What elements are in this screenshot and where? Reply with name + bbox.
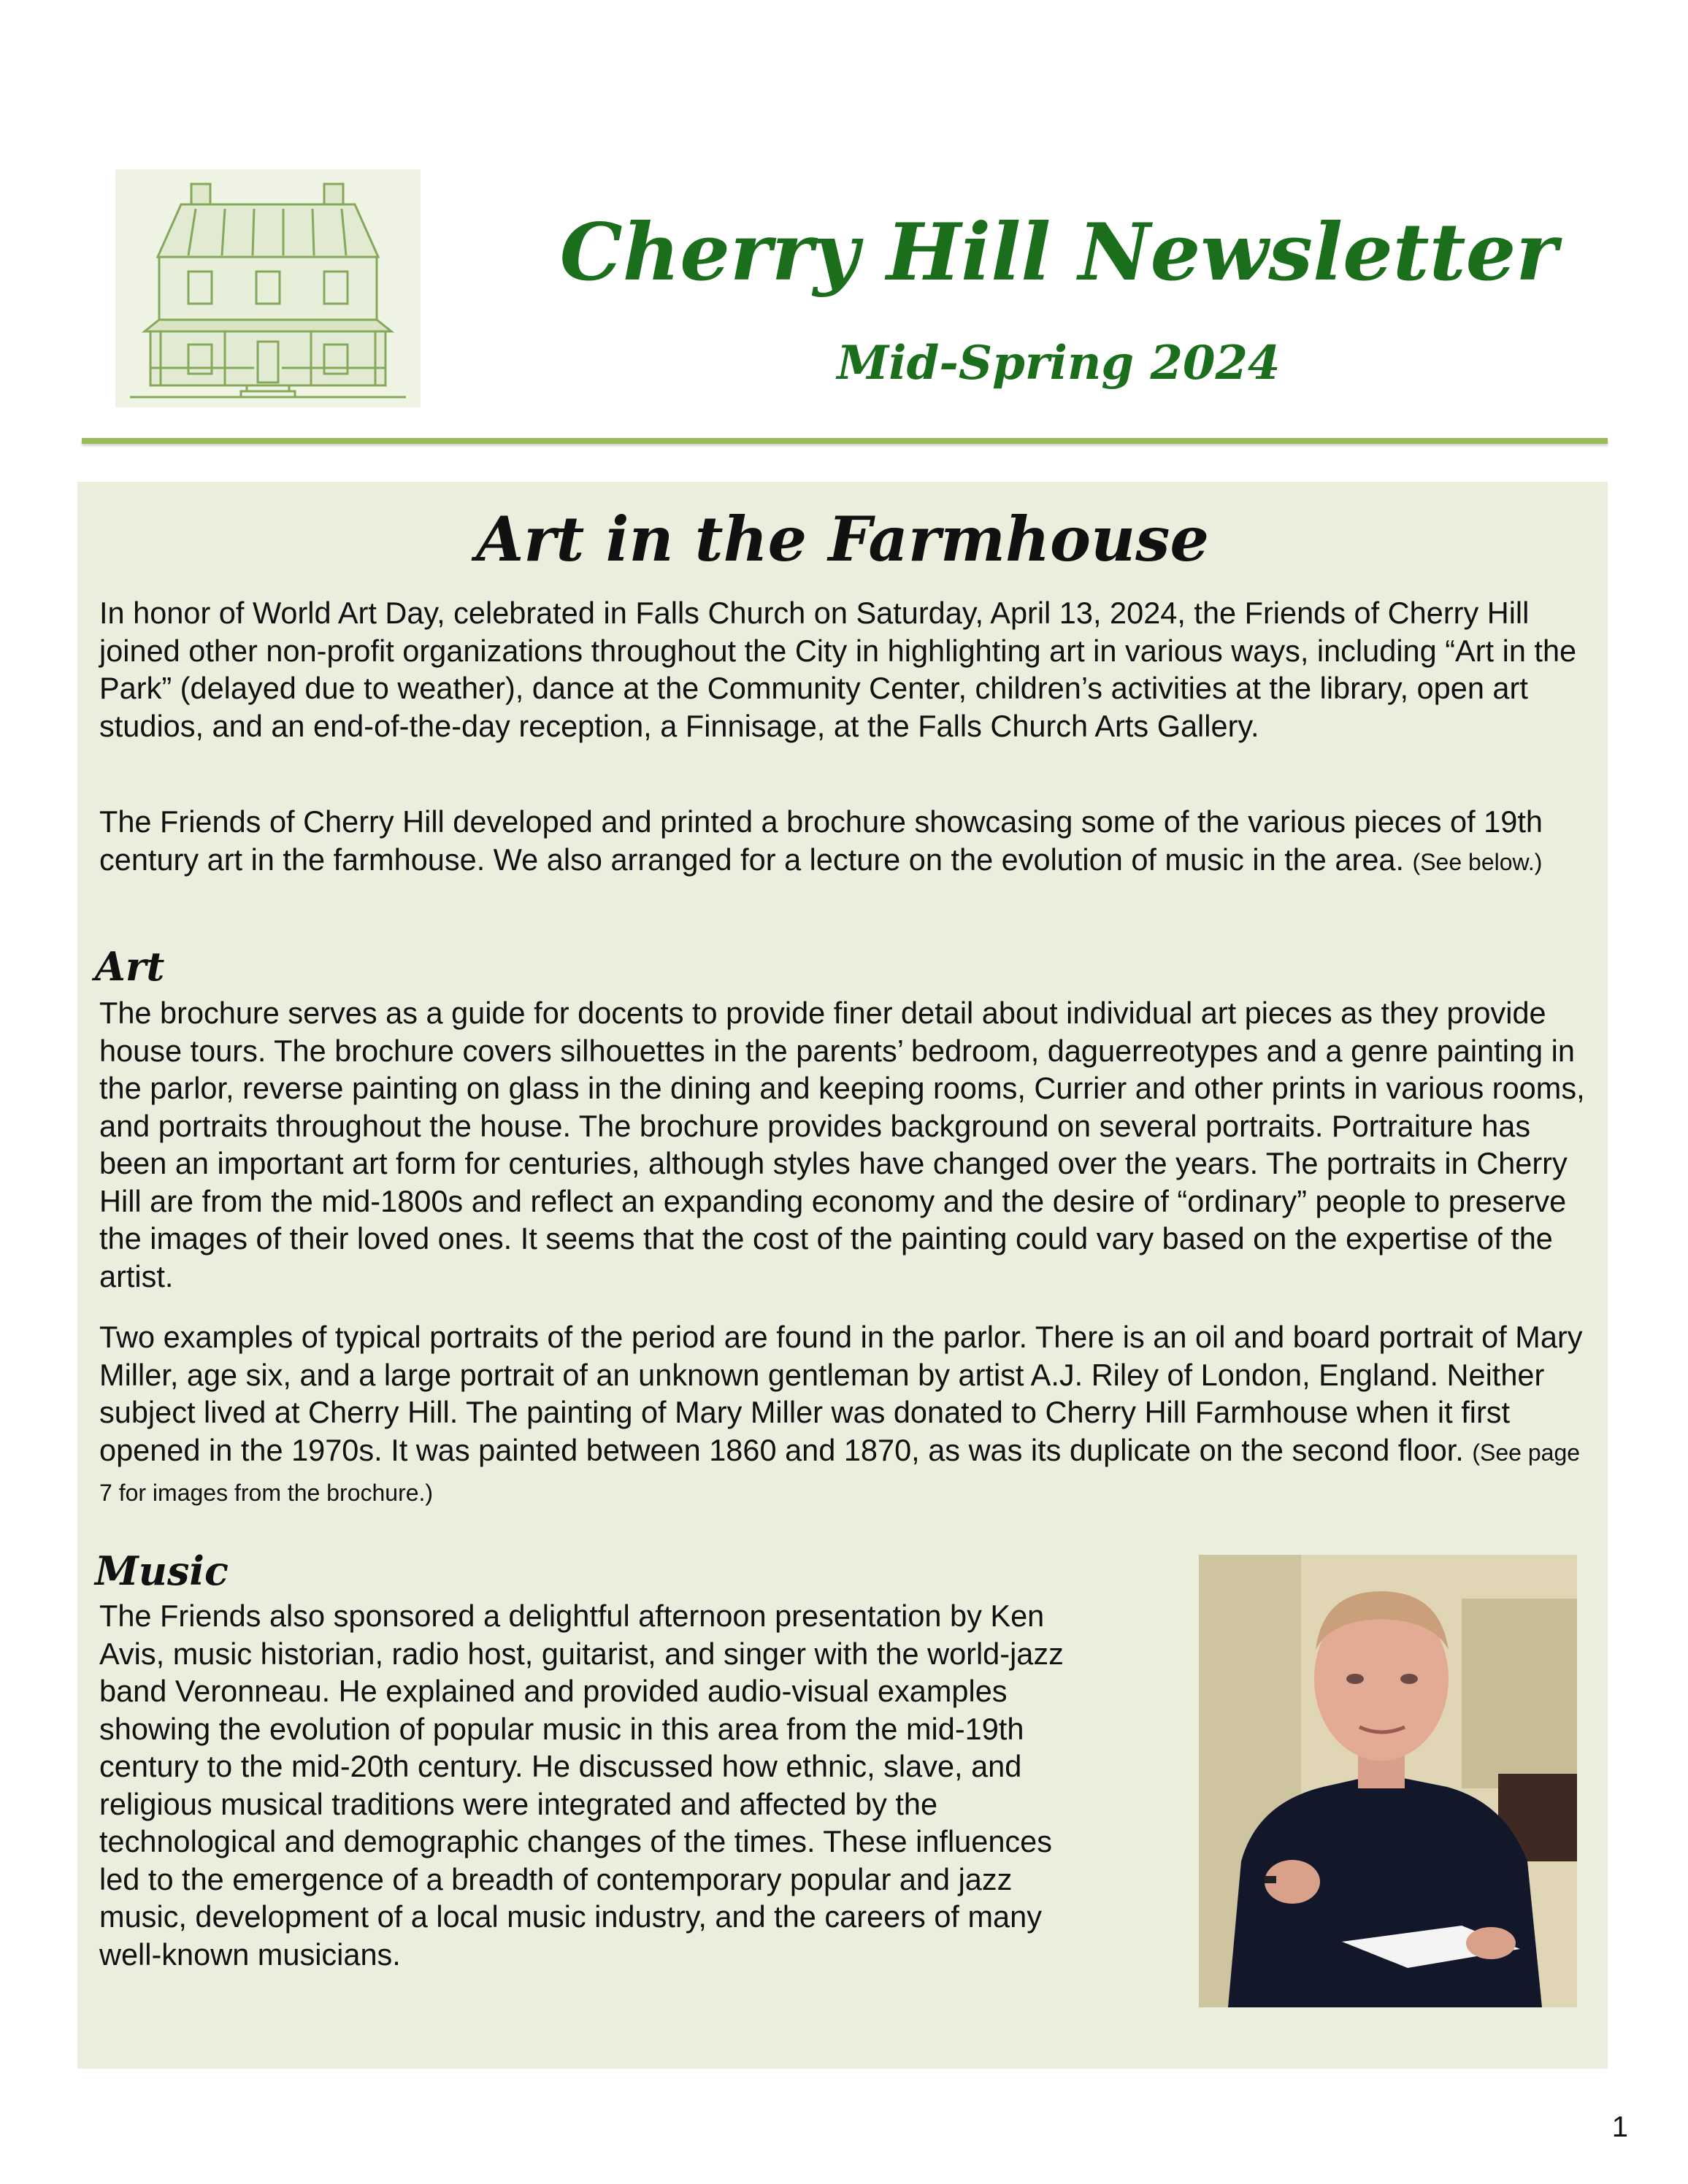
music-line: The Friends also sponsored a delightful afternoon presentation by Ken — [99, 1599, 1045, 1633]
farmhouse-logo — [115, 169, 421, 407]
music-line: century to the mid-20th century. He discussed how ethnic, slave, and — [99, 1749, 1022, 1783]
header-divider — [82, 438, 1608, 444]
art-heading: Art — [95, 943, 165, 990]
article-panel — [77, 482, 1608, 2069]
article-title: Art in the Farmhouse — [476, 503, 1209, 575]
music-paragraph — [99, 1597, 1194, 1973]
newsletter-title: Cherry Hill Newsletter — [559, 207, 1558, 299]
music-line: well-known musicians. — [99, 1937, 401, 1972]
music-line: technological and demographic changes of the times. These influences — [99, 1824, 1053, 1858]
intro-paragraph-1: In honor of World Art Day, celebrated in Falls Church on Saturday, April 13, 2024, the Friends of Cherry Hill joined other non-profit organizations throughout the City in highlighting art in various ways, including “Art in the Park” (delayed due to weather), dance at the Community Center, children’s activities at the library, open art studios, and an end-of-the-day reception, a Finnisage, at the Falls Church Arts Gallery. — [99, 596, 1577, 743]
art-paragraph-2 — [99, 1318, 1596, 1512]
intro-paragraph-2-text: The Friends of Cherry Hill developed and printed a brochure showcasing some of the various pieces of 19th century art in the farmhouse. We also arranged for a lecture on the evolution of music in the area. — [99, 804, 1543, 877]
intro-paragraph-2 — [99, 803, 1596, 881]
music-line: music, development of a local music industry, and the careers of many — [99, 1899, 1042, 1934]
music-line: band Veronneau. He explained and provided audio-visual examples — [99, 1674, 1008, 1708]
page-number: 1 — [1611, 2111, 1628, 2143]
presenter-photo-image — [1199, 1555, 1577, 2007]
newsletter-issue-date: Mid-Spring 2024 — [837, 336, 1281, 391]
music-line: religious musical traditions were integrated and affected by the — [99, 1786, 938, 1821]
art-paragraph-1: The brochure serves as a guide for docents to provide finer detail about individual art pieces as they provide house tours. The brochure covers silhouettes in the parents’ bedroom, daguerreotypes and a genre painting in the parlor, reverse painting on glass in the dining and keeping rooms, Currier and other prints in various rooms, and portraits throughout the house. The brochure provides background on several portraits. Portraiture has been an important art form for centuries, although styles have changed over the years. The portraits in Cherry Hill are from the mid-1800s and reflect an expanding economy and the desire of “ordinary” people to preserve the images of their loved ones. It seems that the cost of the painting could vary based on the expertise of the artist. — [99, 996, 1585, 1293]
intro-note: (See below.) — [1412, 848, 1543, 875]
farmhouse-drawing-icon — [115, 169, 421, 407]
presenter-photo — [1199, 1555, 1577, 2007]
art-paragraph-2-text: Two examples of typical portraits of the period are found in the parlor. There is an oil and board portrait of Mary Miller, age six, and a large portrait of an unknown gentleman by artist A.J. Riley of London, England. Neither subject lived at Cherry Hill. The painting of Mary Miller was donated to Cherry Hill Farmhouse when it first opened in the 1970s. It was painted between 1860 and 1870, as was its duplicate on the second floor. — [99, 1320, 1583, 1467]
music-line: Avis, music historian, radio host, guitarist, and singer with the world-jazz — [99, 1636, 1064, 1671]
music-line: led to the emergence of a breadth of contemporary popular and jazz — [99, 1861, 1013, 1896]
art-paragraph-2-note: (See page 7 for images from the brochure.) — [99, 1439, 1581, 1506]
music-line: showing the evolution of popular music in this area from the mid-19th — [99, 1711, 1024, 1746]
music-heading: Music — [95, 1547, 229, 1594]
